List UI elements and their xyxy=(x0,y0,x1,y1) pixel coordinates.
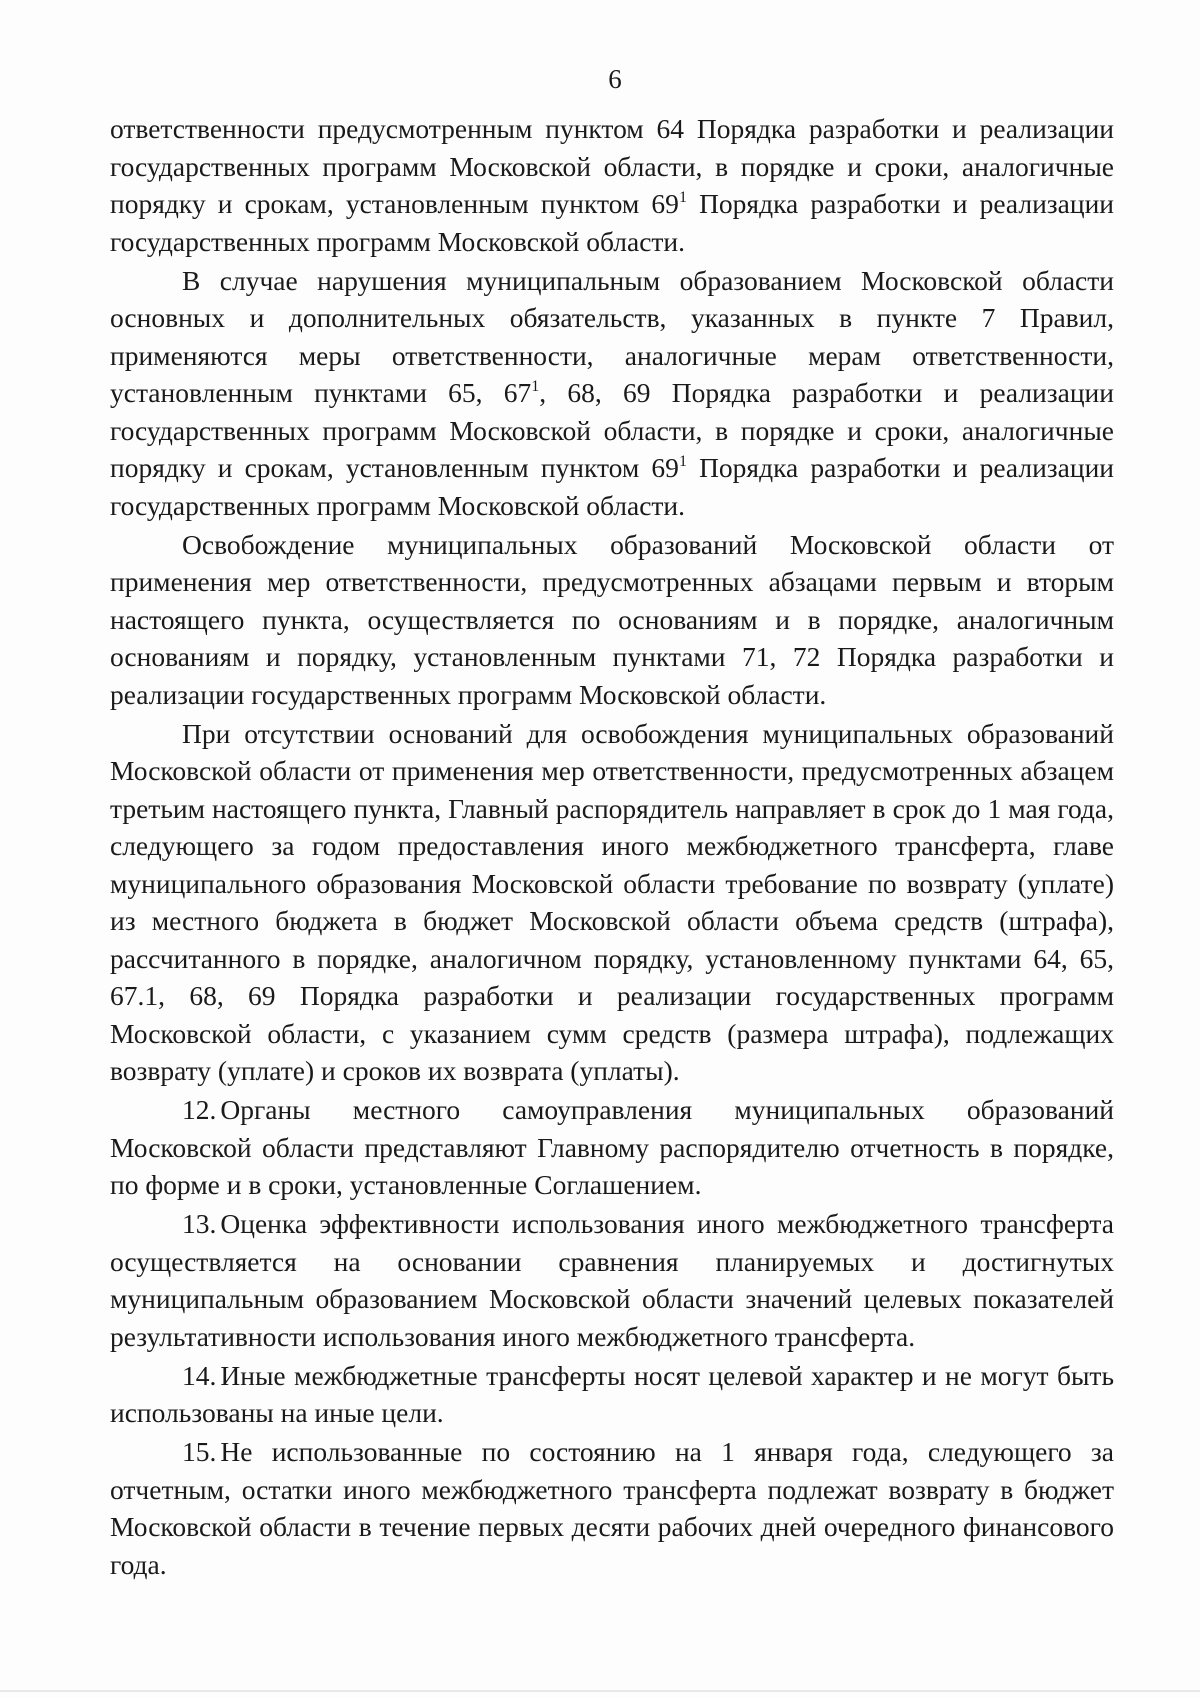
paragraph-text: При отсутствии оснований для освобождения муниципальных образований Московской области от применения мер ответственности, предусмотренных абзацем третьим настоящего пункта, Главный распорядитель направляет в срок до 1 мая года, следующего за годом предоставления иного межбюджетного трансферта, главе муниципального образования Московской области требование по возврату (уплате) из местного бюджета в бюджет Московской области объема средств (штрафа), рассчитанного в порядке, аналогичном порядку, установленному пунктами 64, 65, 67.1, 68, 69 Порядка разработки и реализации государственных программ Московской области, с указанием сумм средств (размера штрафа), подлежащих возврату (уплате) и сроков их возврата (уплаты). xyxy=(110,717,1114,1086)
paragraph-text: ответственности предусмотренным пунктом 64 Порядка разработки и реализации государственных программ Московской области, в порядке и сроки, аналогичные порядку и срокам, установленным пунктом 69 xyxy=(110,113,1114,219)
superscript: 1 xyxy=(531,378,540,395)
document-body xyxy=(110,110,1114,1585)
paragraph-text: Порядка разработки и реализации государственных программ Московской области. xyxy=(110,188,1115,257)
paragraph-number: 15. xyxy=(182,1436,217,1467)
numbered-paragraph xyxy=(110,1091,1114,1204)
paragraph xyxy=(110,715,1114,1090)
paragraph-text: Органы местного самоуправления муниципальных образований Московской области представляют Главному распорядителю отчетность в порядке, по форме и в сроки, установленные Соглашением. xyxy=(110,1094,1114,1200)
paragraph xyxy=(110,262,1114,525)
superscript: 1 xyxy=(678,453,687,470)
paragraph-text: Не использованные по состоянию на 1 января года, следующего за отчетным, остатки иного межбюджетного трансферта подлежат возврату в бюджет Московской области в течение первых десяти рабочих дней очередного финансового года. xyxy=(110,1436,1114,1580)
numbered-paragraph xyxy=(110,1433,1114,1583)
paragraph-text: , 68, 69 Порядка разработки и реализации государственных программ Московской области, в порядке и сроки, аналогичные порядку и срокам, установленным пунктом 69 xyxy=(110,377,1114,483)
paragraph-text: В случае нарушения муниципальным образованием Московской области основных и дополнительных обязательств, указанных в пункте 7 Правил, применяются меры ответственности, аналогичные мерам ответственности, установленным пунктами 65, 67 xyxy=(110,264,1114,408)
scan-bottom-edge xyxy=(0,1690,1200,1692)
paragraph-number: 13. xyxy=(182,1208,217,1239)
paragraph-text: Освобождение муниципальных образований Московской области от применения мер ответственности, предусмотренных абзацами первым и вторым настоящего пункта, осуществляется по основаниям и в порядке, аналогичным основаниям и порядку, установленным пунктами 71, 72 Порядка разработки и реализации государственных программ Московской области. xyxy=(110,528,1114,710)
paragraph-text: Порядка разработки и реализации государственных программ Московской области. xyxy=(110,452,1115,521)
paragraph-text: Оценка эффективности использования иного межбюджетного трансферта осуществляется на основании сравнения планируемых и достигнутых муниципальным образованием Московской области значений целевых показателей результативности использования иного межбюджетного трансферта. xyxy=(110,1208,1114,1352)
numbered-paragraph xyxy=(110,1357,1114,1432)
paragraph-number: 12. xyxy=(182,1094,217,1125)
superscript: 1 xyxy=(678,189,687,206)
paragraph xyxy=(110,526,1114,714)
paragraph xyxy=(110,110,1114,260)
paragraph-number: 14. xyxy=(182,1359,217,1391)
page-number: 6 xyxy=(608,64,622,94)
paragraph-text: Иные межбюджетные трансферты носят целевой характер и не могут быть использованы на иные цели. xyxy=(110,1359,1114,1428)
numbered-paragraph xyxy=(110,1205,1114,1355)
